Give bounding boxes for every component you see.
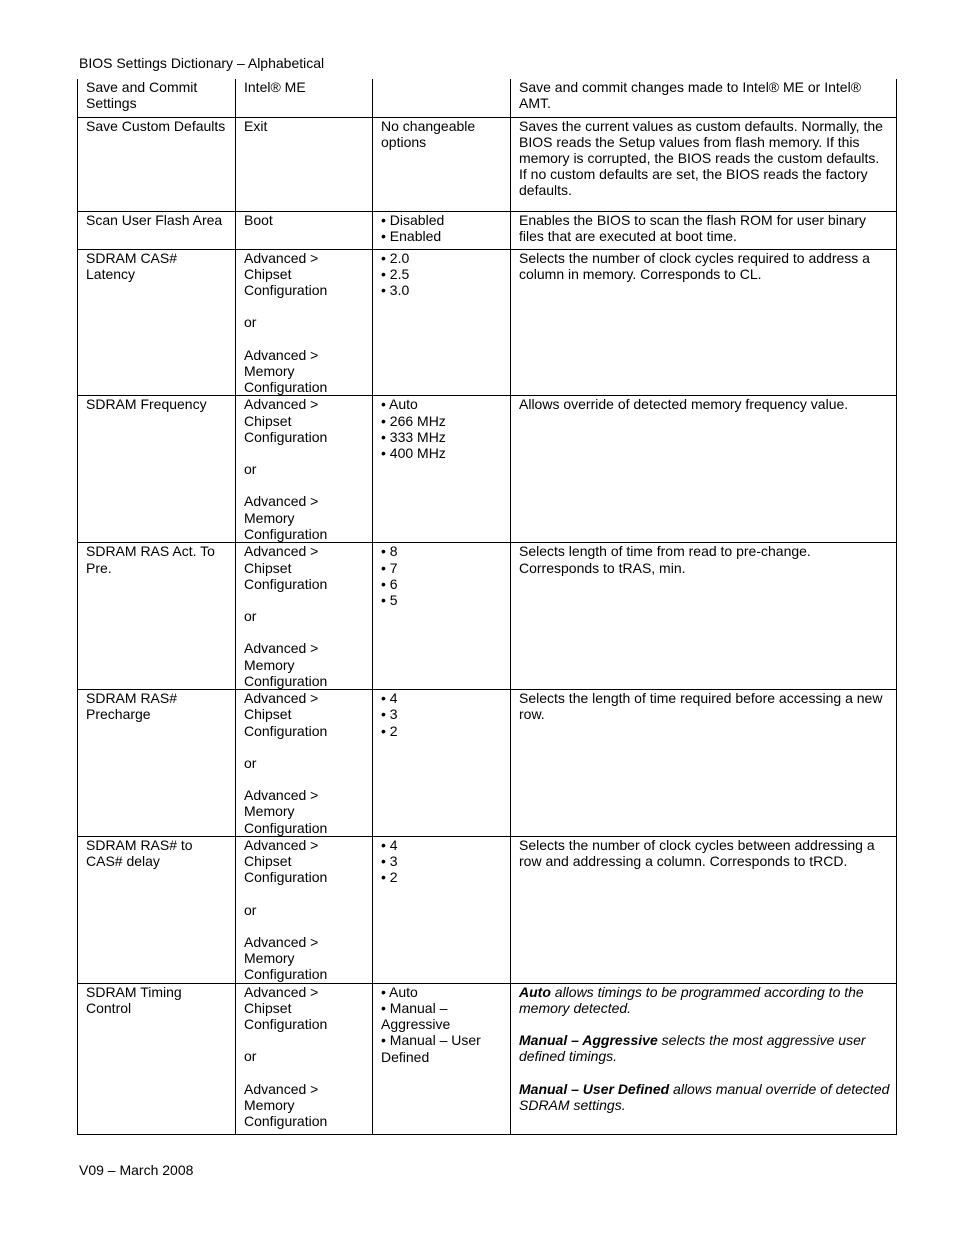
menu-or: or xyxy=(244,461,257,478)
table-row xyxy=(78,117,897,211)
setting-name: Scan User Flash Area xyxy=(78,211,236,249)
option-item: • Auto xyxy=(381,396,418,413)
menu-path-alternate: Advanced > Memory Configuration xyxy=(244,493,328,542)
options-cell xyxy=(373,79,511,117)
description-text: allows timings to be programmed according to the memory detected. xyxy=(519,983,864,1016)
options-cell xyxy=(373,983,511,1134)
description-cell: Save and commit changes made to Intel® ME or Intel® AMT. xyxy=(511,79,897,117)
menu-path-alternate: Advanced > Memory Configuration xyxy=(244,934,328,983)
description-term: Auto xyxy=(519,983,551,1000)
menu-or: or xyxy=(244,901,257,918)
menu-or: or xyxy=(244,1048,257,1065)
setting-name: Save Custom Defaults xyxy=(78,117,236,211)
options-cell xyxy=(373,690,511,837)
menu-path: Intel® ME xyxy=(236,79,373,117)
description-text: selects the most aggressive user defined timings. xyxy=(519,1032,866,1065)
menu-path-primary: Advanced > Chipset Configuration xyxy=(244,983,328,1033)
option-item: • 2.0 xyxy=(381,249,410,266)
option-item: • Enabled xyxy=(381,227,442,244)
table-row xyxy=(78,690,897,837)
description-term: Manual – Aggressive xyxy=(519,1032,658,1049)
option-item: • 4 xyxy=(381,836,398,853)
option-item: • 3 xyxy=(381,853,398,870)
option-item: • 2 xyxy=(381,869,398,886)
option-item: • 8 xyxy=(381,543,398,560)
setting-name: SDRAM CAS# Latency xyxy=(78,249,236,396)
menu-path xyxy=(236,836,373,983)
option-item: • Manual – User Defined xyxy=(381,1032,481,1065)
options-cell xyxy=(373,543,511,690)
description-cell: Allows override of detected memory frequency value. xyxy=(511,396,897,543)
option-item: • 7 xyxy=(381,559,398,576)
menu-or: or xyxy=(244,314,257,331)
page-header: BIOS Settings Dictionary – Alphabetical xyxy=(79,55,325,71)
menu-or: or xyxy=(244,754,257,771)
setting-name: SDRAM RAS Act. To Pre. xyxy=(78,543,236,690)
table-row xyxy=(78,249,897,396)
menu-or: or xyxy=(244,608,257,625)
setting-name: SDRAM RAS# to CAS# delay xyxy=(78,836,236,983)
description-cell: Selects length of time from read to pre-change. Corresponds to tRAS, min. xyxy=(511,543,897,690)
description-cell: Selects the number of clock cycles between addressing a row and addressing a column. Corresponds to tRCD. xyxy=(511,836,897,983)
options-cell xyxy=(373,211,511,249)
description-cell xyxy=(511,983,897,1134)
menu-path: Exit xyxy=(236,117,373,211)
setting-name: Save and Commit Settings xyxy=(78,79,236,117)
menu-path-primary: Advanced > Chipset Configuration xyxy=(244,543,328,592)
menu-path xyxy=(236,543,373,690)
menu-path xyxy=(236,983,373,1134)
description-paragraph xyxy=(519,1032,890,1064)
table-row xyxy=(78,79,897,117)
option-item: • Disabled xyxy=(381,211,445,228)
menu-path xyxy=(236,690,373,837)
option-item: • 400 MHz xyxy=(381,444,446,461)
option-item: • 2.5 xyxy=(381,265,410,282)
table-row xyxy=(78,836,897,983)
option-item: • 4 xyxy=(381,690,398,707)
options-cell xyxy=(373,396,511,543)
table-row xyxy=(78,543,897,690)
option-item: • Auto xyxy=(381,983,418,1000)
option-item: • 266 MHz xyxy=(381,412,446,429)
settings-table xyxy=(77,79,897,1135)
setting-name: SDRAM Frequency xyxy=(78,396,236,543)
table-row xyxy=(78,396,897,543)
description-term: Manual – User Defined xyxy=(519,1080,670,1097)
page-footer: V09 – March 2008 xyxy=(79,1162,194,1178)
menu-path xyxy=(236,249,373,396)
option-item: • 333 MHz xyxy=(381,428,446,445)
menu-path-alternate: Advanced > Memory Configuration xyxy=(244,640,328,689)
menu-path-primary: Advanced > Chipset Configuration xyxy=(244,396,328,445)
menu-path-alternate: Advanced > Memory Configuration xyxy=(244,787,328,836)
menu-path-primary: Advanced > Chipset Configuration xyxy=(244,836,328,886)
option-item: • 3 xyxy=(381,706,398,723)
description-paragraph xyxy=(519,984,890,1016)
table-row xyxy=(78,983,897,1134)
menu-path-primary: Advanced > Chipset Configuration xyxy=(244,249,328,298)
option-item: • 6 xyxy=(381,575,398,592)
option-item: • 5 xyxy=(381,591,398,608)
setting-name: SDRAM RAS# Precharge xyxy=(78,690,236,837)
description-cell: Saves the current values as custom defaults. Normally, the BIOS reads the Setup values from flash memory. If this memory is corrupted, the BIOS reads the custom defaults. If no custom defaults are set, the BIOS reads the factory defaults. xyxy=(511,117,897,211)
table-row xyxy=(78,211,897,249)
description-text: allows manual override of detected SDRAM settings. xyxy=(519,1080,890,1114)
description-cell: Selects the length of time required before accessing a new row. xyxy=(511,690,897,837)
menu-path-alternate: Advanced > Memory Configuration xyxy=(244,1080,328,1130)
menu-path: Boot xyxy=(236,211,373,249)
setting-name: SDRAM Timing Control xyxy=(78,983,236,1134)
menu-path-alternate: Advanced > Memory Configuration xyxy=(244,346,328,396)
menu-path-primary: Advanced > Chipset Configuration xyxy=(244,690,328,739)
description-paragraph xyxy=(519,1081,890,1113)
menu-path xyxy=(236,396,373,543)
options-cell xyxy=(373,249,511,396)
option-item: • Manual – Aggressive xyxy=(381,999,451,1033)
description-cell: Selects the number of clock cycles required to address a column in memory. Corresponds to CL. xyxy=(511,249,897,396)
option-item: • 2 xyxy=(381,722,398,739)
description-cell: Enables the BIOS to scan the flash ROM for user binary files that are executed at boot time. xyxy=(511,211,897,249)
options-cell: No changeable options xyxy=(373,117,511,211)
option-item: • 3.0 xyxy=(381,281,410,298)
options-cell xyxy=(373,836,511,983)
